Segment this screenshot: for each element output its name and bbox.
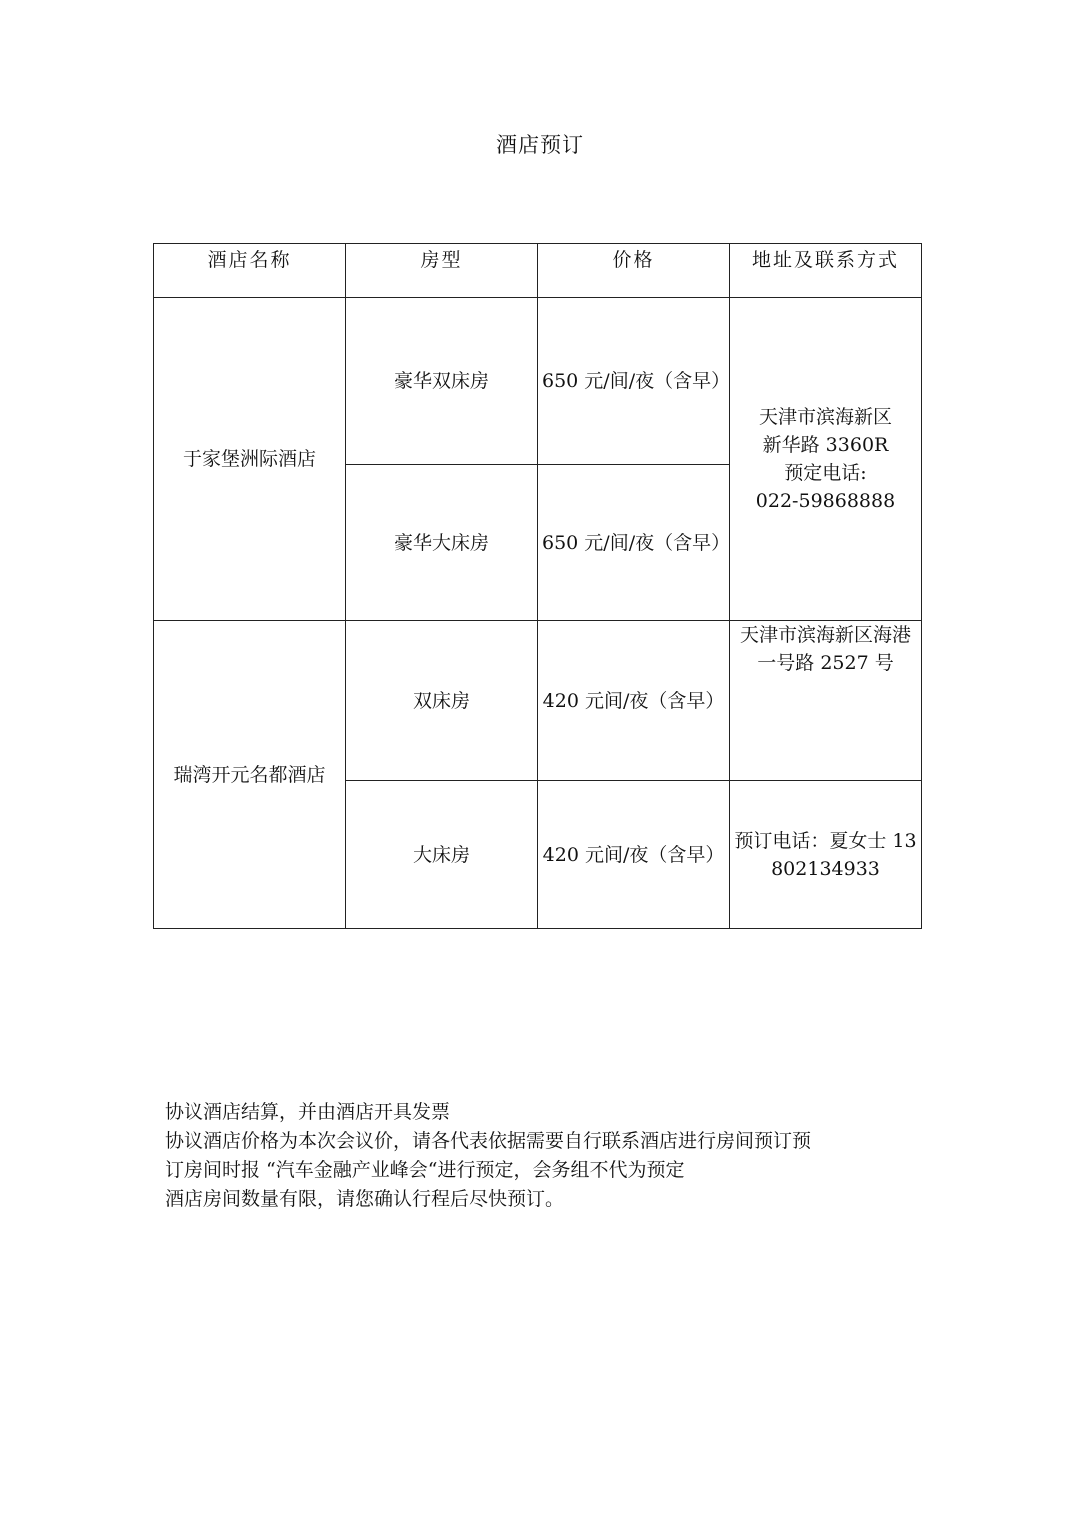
table-row (154, 298, 922, 465)
note-line: 协议酒店结算，并由酒店开具发票 (165, 1101, 451, 1123)
contact-address: 天津市滨海新区海港一号路 2527 号 (739, 624, 911, 674)
room-price: 650 元/间/夜（含早） (542, 531, 731, 554)
price-cell (538, 465, 730, 621)
note-line: 订房间时报 “汽车金融产业峰会“进行预定，会务组不代为预定 (165, 1159, 685, 1181)
header-price: 价格 (538, 244, 730, 298)
room-type-cell (346, 781, 538, 929)
room-type: 双床房 (412, 689, 470, 712)
room-type: 豪华大床房 (393, 531, 489, 554)
room-type: 豪华双床房 (393, 370, 489, 392)
hotel-name: 瑞湾开元名都酒店 (173, 763, 326, 786)
table-header-row (154, 244, 922, 298)
hotel-booking-table (153, 243, 922, 929)
contact-cell (730, 298, 922, 621)
note-line: 协议酒店价格为本次会议价，请各代表依据需要自行联系酒店进行房间预订预 (165, 1130, 812, 1152)
room-type-cell (346, 465, 538, 621)
room-type-cell (346, 298, 538, 465)
contact-phone: 预订电话：夏女士 13802134933 (734, 829, 917, 880)
header-contact: 地址及联系方式 (730, 244, 922, 298)
room-price: 420 元间/夜（含早） (542, 689, 725, 712)
contact-line: 新华路 3360R (762, 434, 889, 456)
contact-cell (730, 621, 922, 781)
contact-cell (730, 781, 922, 929)
contact-line: 022-59868888 (755, 490, 896, 512)
room-type-cell (346, 621, 538, 781)
contact-line: 预定电话: (784, 462, 867, 484)
contact-line: 天津市滨海新区 (758, 406, 892, 428)
notes-section (165, 1098, 925, 1214)
price-cell (538, 781, 730, 929)
note-line: 酒店房间数量有限，请您确认行程后尽快预订。 (165, 1188, 565, 1210)
price-cell (538, 298, 730, 465)
hotel-name-cell (154, 621, 346, 929)
room-price: 650 元/间/夜（含早） (542, 370, 731, 392)
header-room-type: 房型 (346, 244, 538, 298)
page-title: 酒店预订 (496, 133, 584, 157)
room-type: 大床房 (412, 843, 470, 866)
hotel-name-cell (154, 298, 346, 621)
hotel-name: 于家堡洲际酒店 (182, 448, 316, 470)
price-cell (538, 621, 730, 781)
room-price: 420 元间/夜（含早） (542, 843, 725, 866)
table-row (154, 621, 922, 781)
header-hotel-name: 酒店名称 (154, 244, 346, 298)
